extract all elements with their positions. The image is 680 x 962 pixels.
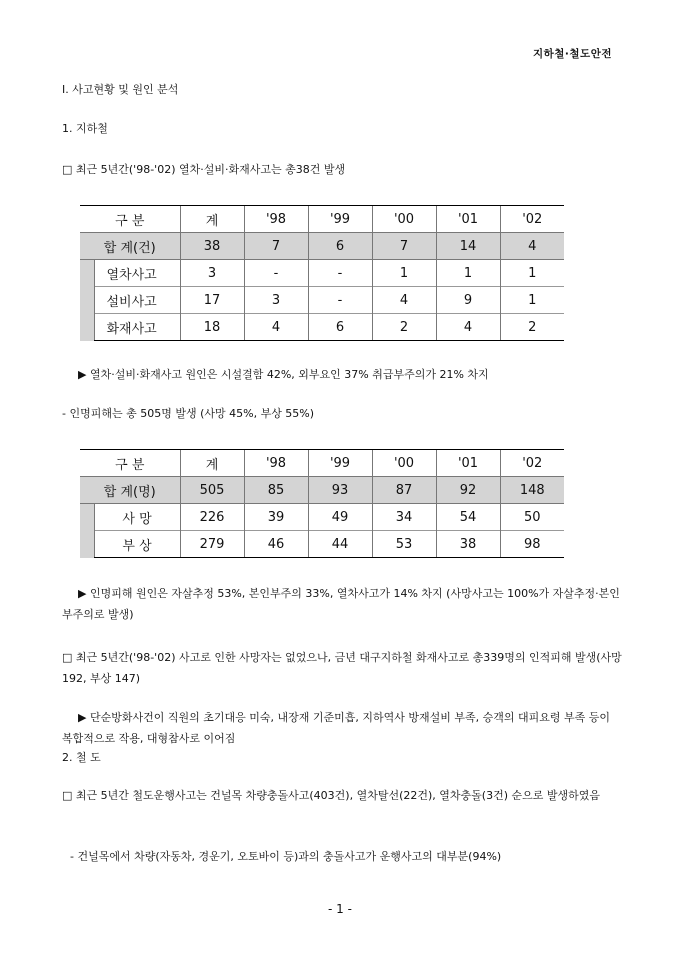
table-cell: 53 — [372, 531, 436, 558]
table-cell: 2 — [500, 314, 564, 341]
subway-stat-1: □ 최근 5년간('98-'02) 열차·설비·화재사고는 총38건 발생 — [62, 163, 346, 176]
table-row — [80, 531, 564, 558]
table-header-cell: '01 — [436, 450, 500, 477]
table-cell: 부 상 — [94, 531, 180, 558]
table-cell: 279 — [180, 531, 244, 558]
table-cell: 98 — [500, 531, 564, 558]
accident-table — [80, 205, 564, 341]
table-cell: 49 — [308, 504, 372, 531]
table-indent-cell — [80, 260, 94, 341]
table-cell: 226 — [180, 504, 244, 531]
railway-heading: 2. 철 도 — [62, 751, 101, 764]
table-cell: 87 — [372, 477, 436, 504]
table-cell: - — [244, 260, 308, 287]
table-cell: 합 계(명) — [80, 477, 180, 504]
table-cell: 46 — [244, 531, 308, 558]
table-total-row — [80, 477, 564, 504]
page-number: - 1 - — [328, 902, 352, 916]
table-header-cell: '00 — [372, 450, 436, 477]
table-total-row — [80, 233, 564, 260]
table-cell: 사 망 — [94, 504, 180, 531]
table-cell: 50 — [500, 504, 564, 531]
table-header-cell: '01 — [436, 206, 500, 233]
table-cell: 505 — [180, 477, 244, 504]
table-cell: 4 — [500, 233, 564, 260]
table-header-cell: '00 — [372, 206, 436, 233]
table-cell: 2 — [372, 314, 436, 341]
table-cell: 38 — [436, 531, 500, 558]
table-cell: 54 — [436, 504, 500, 531]
table-cell: 6 — [308, 233, 372, 260]
subway-stat-2: □ 최근 5년간('98-'02) 사고로 인한 사망자는 없었으나, 금년 대구지하철 화재사고로 총339명의 인적피해 발생(사망 192, 부상 147) — [62, 651, 622, 685]
table-cell: 1 — [500, 260, 564, 287]
table-cell: - — [308, 260, 372, 287]
table-cell: 1 — [436, 260, 500, 287]
railway-detail: - 건널목에서 차량(자동차, 경운기, 오토바이 등)과의 충돌사고가 운행사고의 대부분(94%) — [70, 850, 502, 863]
casualty-table — [80, 449, 564, 558]
table-row — [80, 504, 564, 531]
table-header-cell: '02 — [500, 206, 564, 233]
table-cell: 148 — [500, 477, 564, 504]
table-header-cell: 구 분 — [80, 450, 180, 477]
table-indent-cell — [80, 504, 94, 558]
table-cell: 44 — [308, 531, 372, 558]
railway-stat-1: □ 최근 5년간 철도운행사고는 건널목 차량충돌사고(403건), 열차탈선(22건), 열차충돌(3건) 순으로 발생하였음 — [62, 789, 601, 802]
subway-cause-1: ▶ 열차·설비·화재사고 원인은 시설결함 42%, 외부요인 37% 취급부주의가 21% 차지 — [78, 368, 489, 381]
subway-heading: 1. 지하철 — [62, 122, 108, 135]
table-cell: 4 — [244, 314, 308, 341]
table-cell: 3 — [180, 260, 244, 287]
table-cell: 4 — [436, 314, 500, 341]
table-cell: - — [308, 287, 372, 314]
table-cell: 설비사고 — [94, 287, 180, 314]
table-cell: 열차사고 — [94, 260, 180, 287]
table-cell: 14 — [436, 233, 500, 260]
casualty-line: - 인명피해는 총 505명 발생 (사망 45%, 부상 55%) — [62, 407, 315, 420]
table-cell: 4 — [372, 287, 436, 314]
table-cell: 화재사고 — [94, 314, 180, 341]
table-cell: 92 — [436, 477, 500, 504]
table-cell: 1 — [372, 260, 436, 287]
table-cell: 9 — [436, 287, 500, 314]
table-cell: 39 — [244, 504, 308, 531]
table-header-cell: 계 — [180, 206, 244, 233]
table-cell: 93 — [308, 477, 372, 504]
table-header-cell: '98 — [244, 450, 308, 477]
table-cell: 18 — [180, 314, 244, 341]
table-cell: 1 — [500, 287, 564, 314]
table-header-cell: '99 — [308, 450, 372, 477]
subway-cause-3: ▶ 단순방화사건이 직원의 초기대응 미숙, 내장재 기준미흡, 지하역사 방재설비 부족, 승객의 대피요령 부족 등이 복합적으로 작용, 대형참사로 이어짐 — [62, 711, 610, 745]
table-cell: 85 — [244, 477, 308, 504]
table-header-row — [80, 206, 564, 233]
table-cell: 6 — [308, 314, 372, 341]
table-cell: 3 — [244, 287, 308, 314]
subway-cause-2: ▶ 인명피해 원인은 자살추정 53%, 본인부주의 33%, 열차사고가 14% 차지 (사망사고는 100%가 자살추정·본인부주의로 발생) — [62, 587, 620, 621]
table-cell: 합 계(건) — [80, 233, 180, 260]
table-header-cell: '99 — [308, 206, 372, 233]
table-cell: 38 — [180, 233, 244, 260]
table-row — [80, 260, 564, 287]
table-header-cell: '98 — [244, 206, 308, 233]
table-header-row — [80, 450, 564, 477]
table-header-cell: '02 — [500, 450, 564, 477]
header-title: 지하철·철도안전 — [533, 48, 612, 60]
table-cell: 7 — [244, 233, 308, 260]
table-row — [80, 287, 564, 314]
table-cell: 17 — [180, 287, 244, 314]
table-header-cell: 계 — [180, 450, 244, 477]
table-row — [80, 314, 564, 341]
table-header-cell: 구 분 — [80, 206, 180, 233]
table-cell: 34 — [372, 504, 436, 531]
table-cell: 7 — [372, 233, 436, 260]
section-title: Ⅰ. 사고현황 및 원인 분석 — [62, 83, 179, 96]
